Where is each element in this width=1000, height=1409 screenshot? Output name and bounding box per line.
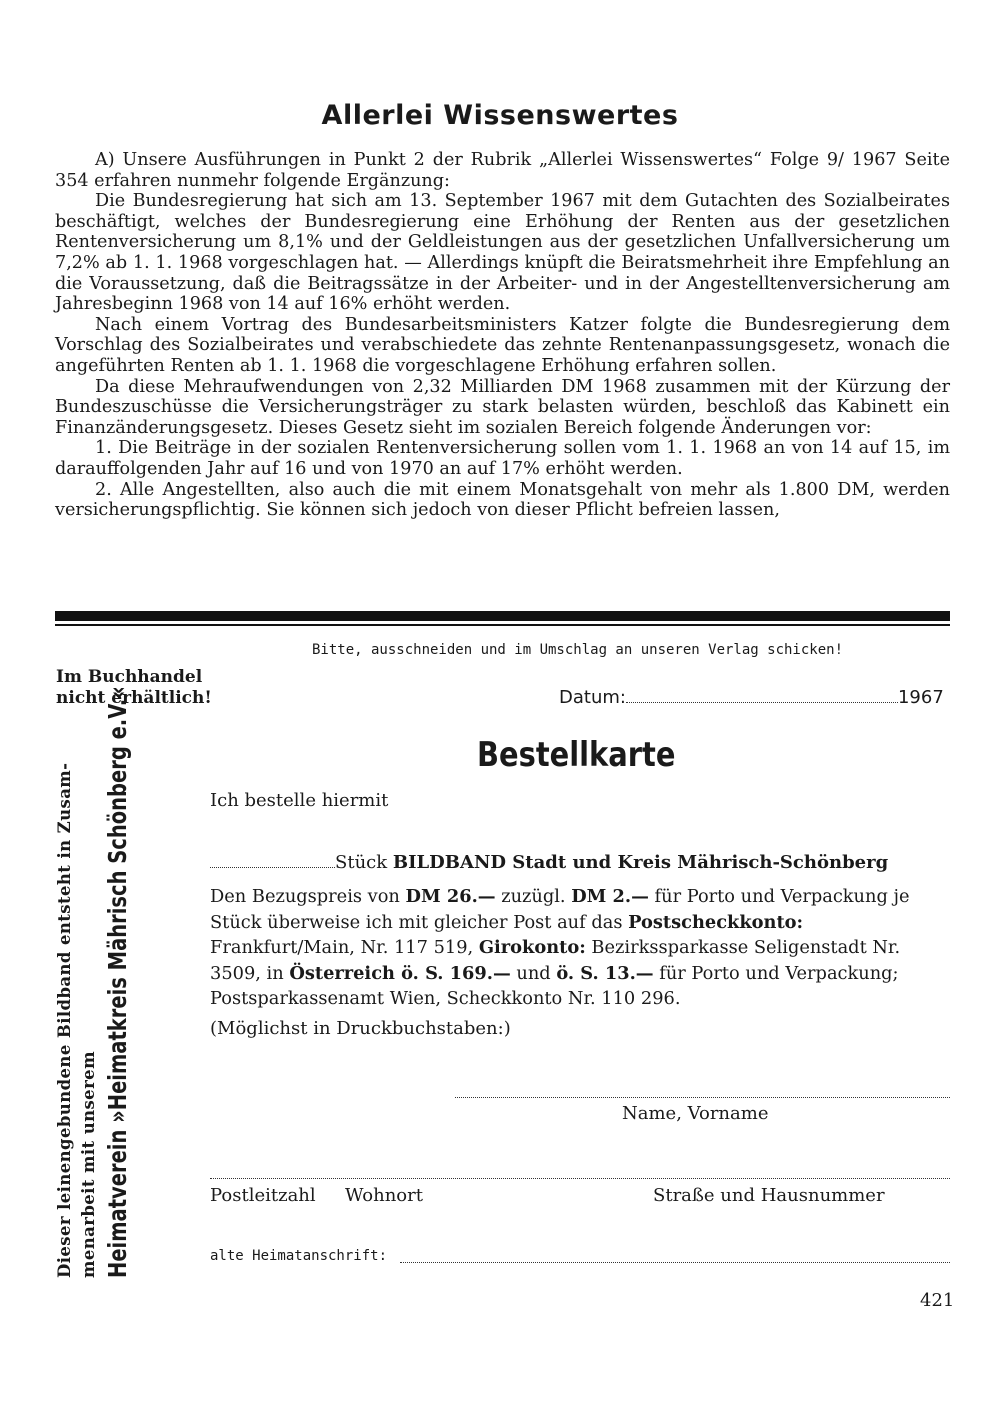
article-paragraph: Nach einem Vortrag des Bundesarbeitsministers Katzer folgte die Bundesregierung dem Vorschlag des Sozialbeirates und verabschiedete das zehnte Rentenanpassungsgesetz, wonach die angeführten Renten ab 1. 1. 1968 die vorgeschlagene Erhöhung erfahren sollen. [55, 314, 950, 376]
date-label: Datum: [559, 687, 626, 708]
price-text: Frankfurt/Main, Nr. 117 519, [210, 937, 474, 958]
page-number: 421 [920, 1290, 955, 1311]
postcode-label: Postleitzahl [210, 1185, 316, 1206]
article-paragraph: Die Bundesregierung hat sich am 13. September 1967 mit dem Gutachten des Sozialbeirates beschäftigt, welches der Bundesregierung eine Erhöhung der Renten aus der gesetzlichen Rentenversicherung um 8,1% und der Geldleistungen aus der gesetzlichen Unfallversicherung um 7,2% ab 1. 1. 1968 vorgeschlagen hat. — Allerdings knüpft die Beiratsmehrheit ihre Empfehlung an die Voraussetzung, daß die Beitragssätze in der Arbeiter- und in der Angestelltenversicherung am Jahresbeginn 1968 von 14 auf 16% erhöht werden. [55, 191, 950, 315]
town-label: Wohnort [345, 1185, 423, 1206]
old-address-input-line[interactable] [400, 1262, 950, 1263]
article-paragraph: A) Unsere Ausführungen in Punkt 2 der Rubrik „Allerlei Wissenswertes“ Folge 9/ 1967 Seite 354 erfahren nunmehr folgende Ergänzung: [55, 150, 950, 191]
price-text: und [516, 962, 551, 984]
vertical-note-line-2: menarbeit mit unserem [79, 1051, 98, 1278]
item-name: BILDBAND Stadt und Kreis Mährisch-Schönberg [392, 852, 889, 873]
not-sold-line: nicht erhältlich! [56, 688, 212, 708]
postage-amount: DM 2.— [571, 886, 649, 907]
price-text: für Porto und Verpackung je Stück überweise ich mit gleicher Post auf das [210, 886, 910, 933]
price-amount: DM 26.— [405, 886, 496, 907]
price-text: zuzügl. [501, 886, 566, 907]
cut-line-thin [55, 624, 950, 626]
vertical-note-line-1: Dieser leinengebundene Bildband entsteht in Zusam- [55, 762, 74, 1278]
article-paragraph: 2. Alle Angestellten, also auch die mit einem Monatsgehalt von mehr als 1.800 DM, werden versicherungspflichtig. Sie können sich jedoch von dieser Pflicht befreien lassen, [55, 479, 950, 521]
account-label: Postscheckkonto: [628, 911, 804, 933]
quantity-blank[interactable] [210, 867, 335, 868]
price-paragraph [210, 884, 950, 1012]
not-sold-line: Im Buchhandel [56, 667, 203, 687]
order-statement: Ich bestelle hiermit [210, 790, 389, 811]
date-blank[interactable] [626, 702, 898, 703]
address-input-line[interactable] [210, 1178, 950, 1179]
item-unit: Stück [335, 852, 388, 873]
quantity-line[interactable] [210, 852, 888, 873]
cut-instruction: Bitte, ausschneiden und im Umschlag an unseren Verlag schicken! [312, 642, 844, 658]
article-paragraph: Da diese Mehraufwendungen von 2,32 Milliarden DM 1968 zusammen mit der Kürzung der Bundeszuschüsse die Versicherungsträger zu stark belasten würden, beschloß das Kabinett ein Finanzänderungsgesetz. Dieses Gesetz sieht im sozialen Bereich folgende Änderungen vor: [55, 376, 950, 438]
old-address-label: alte Heimatanschrift: [210, 1248, 388, 1264]
not-in-stores-note [56, 667, 212, 709]
vertical-club-name: Heimatverein »Heimatkreis Mährisch Schönberg e.V.« [103, 686, 132, 1278]
date-year: 1967 [897, 687, 944, 708]
order-card-heading: Bestellkarte [477, 735, 676, 775]
cut-line-thick [55, 611, 950, 621]
name-label: Name, Vorname [622, 1103, 769, 1124]
price-text: Den Bezugspreis von [210, 886, 400, 907]
austria-postage: ö. S. 13.— [556, 962, 654, 984]
street-label: Straße und Hausnummer [653, 1185, 885, 1206]
date-field[interactable] [559, 687, 944, 708]
article-paragraph: 1. Die Beiträge in der sozialen Rentenversicherung sollen vom 1. 1. 1968 an von 14 auf 15, im darauffolgenden Jahr auf 16 und von 1970 an auf 17% erhöht werden. [55, 438, 950, 479]
article-body [55, 150, 950, 521]
page-title: Allerlei Wissenswertes [321, 100, 679, 131]
austria-price: Österreich ö. S. 169.— [289, 962, 511, 984]
account-label: Girokonto: [478, 937, 586, 958]
block-letters-note: (Möglichst in Druckbuchstaben:) [210, 1018, 511, 1039]
name-input-line[interactable] [455, 1097, 950, 1098]
price-text: Bezirkssparkasse Seligenstadt Nr. 3509, in [210, 937, 901, 984]
price-text: für Porto und Verpackung; Postsparkassenamt Wien, Scheckkonto Nr. 110 296. [210, 962, 899, 1009]
